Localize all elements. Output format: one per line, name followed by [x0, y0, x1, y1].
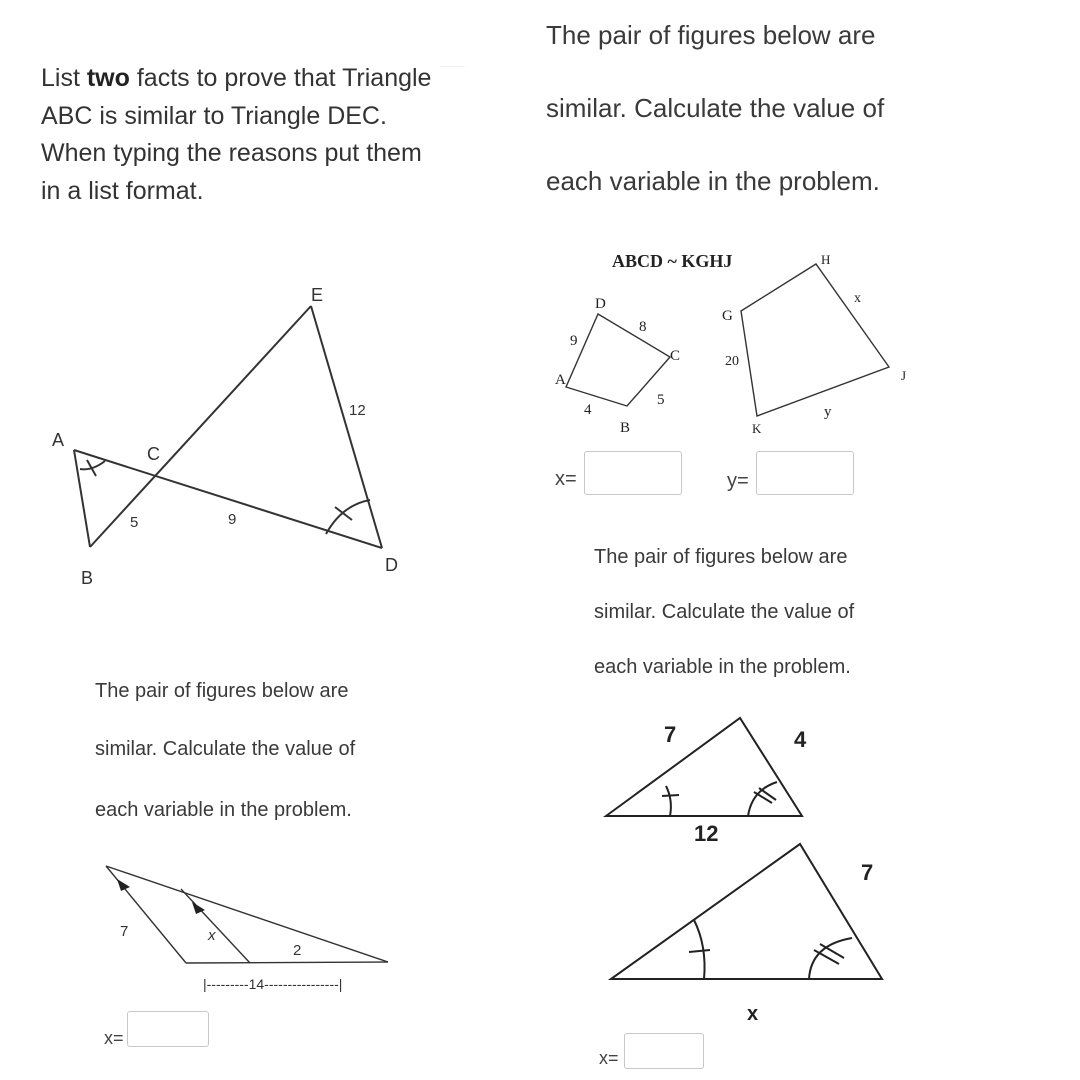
- q3-line-3: each variable in the problem.: [95, 799, 352, 821]
- length-5: 5: [130, 514, 139, 531]
- q4-line-3: each variable in the problem.: [594, 656, 851, 678]
- side-y: y: [824, 404, 832, 420]
- parallel-arrow-1: [117, 879, 130, 891]
- q2-line-3: each variable in the problem.: [546, 166, 880, 196]
- vertex-E: E: [311, 285, 324, 305]
- q2-line-1: The pair of figures below are: [546, 20, 876, 50]
- segment-BE: [90, 306, 311, 547]
- side-x: x: [854, 291, 861, 306]
- q3-x-label: x=: [104, 1028, 124, 1048]
- vertex-G: G: [722, 308, 733, 324]
- q4-big-triangle: [611, 844, 882, 979]
- q1-text-prefix: List: [41, 64, 87, 92]
- q3-base-14: |---------14----------------|: [203, 976, 343, 992]
- q2-x-input[interactable]: [584, 451, 682, 495]
- vertex-C: C: [147, 444, 160, 464]
- q4-x-input[interactable]: [624, 1033, 704, 1069]
- q2-y-label: y=: [727, 470, 749, 492]
- vertex-K: K: [752, 421, 762, 436]
- quad-KGHJ: [741, 264, 889, 416]
- q1-text-rest: facts to prove that Triangle ABC is similar to Triangle DEC. When typing the reasons put them in a list format.: [41, 64, 432, 205]
- side-4: 4: [584, 402, 592, 418]
- vertex-J: J: [901, 368, 907, 383]
- side-8: 8: [639, 319, 647, 335]
- segment-ED: [311, 306, 382, 548]
- q4-big-side-7: 7: [861, 860, 874, 885]
- q2-line-2: similar. Calculate the value of: [546, 93, 885, 123]
- q3-side-7: 7: [120, 923, 129, 940]
- q4-small-side-4: 4: [794, 727, 807, 752]
- q4-small-triangle: [606, 718, 802, 816]
- vertex-A: A: [52, 430, 65, 450]
- q4-small-side-7: 7: [664, 722, 677, 747]
- q4-line-2: similar. Calculate the value of: [594, 601, 855, 623]
- vertex-B: B: [81, 568, 94, 588]
- q1-text-bold: two: [86, 64, 130, 92]
- q3-line-1: The pair of figures below are: [95, 680, 349, 702]
- q3-figure: [106, 866, 388, 963]
- q4-line-1: The pair of figures below are: [594, 546, 848, 568]
- q3-side-x: x: [208, 927, 216, 944]
- vertex-H: H: [821, 252, 831, 267]
- vertex-D: D: [385, 555, 398, 575]
- segment-AD: [74, 450, 382, 548]
- vertex-A-small: A: [555, 372, 566, 388]
- quad-ABCD: [566, 314, 670, 406]
- q3-line-2: similar. Calculate the value of: [95, 738, 356, 760]
- length-9: 9: [228, 511, 237, 528]
- segment-AB: [74, 450, 90, 547]
- side-5: 5: [657, 392, 665, 408]
- length-12: 12: [349, 402, 366, 419]
- side-20: 20: [725, 354, 739, 369]
- q4-big-side-x: x: [747, 1003, 759, 1025]
- q3-side-2: 2: [293, 942, 302, 959]
- q2-x-label: x=: [555, 468, 577, 490]
- vertex-B-small: B: [620, 420, 631, 436]
- vertex-C-small: C: [670, 348, 681, 364]
- q4-small-side-12: 12: [694, 821, 719, 846]
- q4-x-label: x=: [599, 1048, 619, 1068]
- q3-x-input[interactable]: [127, 1011, 209, 1047]
- similarity-title: ABCD ~ KGHJ: [612, 251, 733, 271]
- vertex-D-small: D: [595, 296, 606, 312]
- side-9: 9: [570, 333, 578, 349]
- q2-y-input[interactable]: [756, 451, 854, 495]
